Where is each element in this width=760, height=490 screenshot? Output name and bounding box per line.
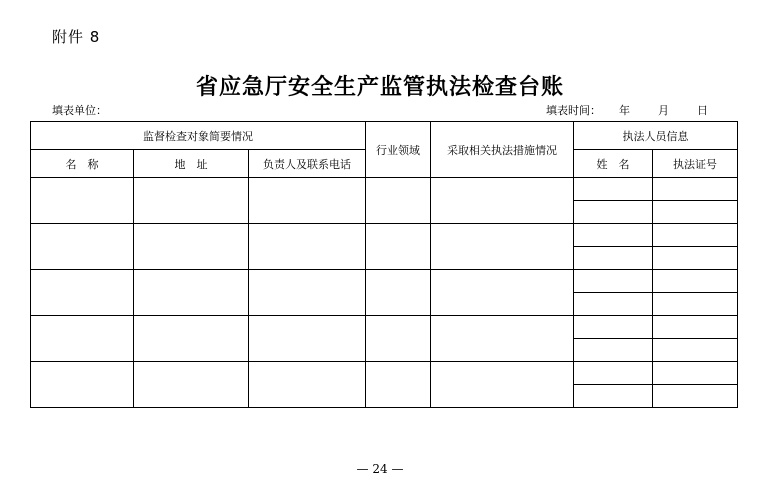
staff-name-cell[interactable] (574, 293, 653, 316)
measures-cell[interactable] (431, 178, 574, 224)
name-cell[interactable] (31, 362, 134, 408)
page-title: 省应急厅安全生产监管执法检查台账 (195, 74, 564, 100)
staff-name-cell[interactable] (574, 385, 653, 408)
cert-number-cell[interactable] (653, 362, 738, 385)
contact-header: 负责人及联系电话 (249, 150, 366, 178)
cert-number-cell[interactable] (653, 178, 738, 201)
cert-number-cell[interactable] (653, 201, 738, 224)
address-cell[interactable] (134, 316, 249, 362)
address-cell[interactable] (134, 362, 249, 408)
table-row (31, 362, 738, 385)
table-row (31, 178, 738, 201)
measures-header: 采取相关执法措施情况 (431, 122, 574, 178)
day-label: 日 (697, 104, 708, 117)
address-header: 地 址 (134, 150, 249, 178)
table-row (31, 316, 738, 339)
address-cell[interactable] (134, 224, 249, 270)
staff-name-cell[interactable] (574, 316, 653, 339)
contact-cell[interactable] (249, 270, 366, 316)
measures-cell[interactable] (431, 316, 574, 362)
table-row (31, 270, 738, 293)
page-number: — 24 — (356, 462, 404, 476)
year-label: 年 (619, 104, 630, 117)
address-cell[interactable] (134, 270, 249, 316)
name-cell[interactable] (31, 270, 134, 316)
staff-name-cell[interactable] (574, 362, 653, 385)
name-cell[interactable] (31, 316, 134, 362)
table-row (31, 224, 738, 247)
header-row-1 (31, 122, 738, 150)
staff-name-cell[interactable] (574, 339, 653, 362)
staff-name-cell[interactable] (574, 270, 653, 293)
industry-cell[interactable] (366, 316, 431, 362)
name-cell[interactable] (31, 224, 134, 270)
cert-number-cell[interactable] (653, 293, 738, 316)
staff-name-cell[interactable] (574, 178, 653, 201)
industry-cell[interactable] (366, 178, 431, 224)
address-cell[interactable] (134, 178, 249, 224)
staff-group-header: 执法人员信息 (574, 122, 738, 150)
cert-number-cell[interactable] (653, 247, 738, 270)
staff-name-cell[interactable] (574, 201, 653, 224)
contact-cell[interactable] (249, 224, 366, 270)
cert-number-cell[interactable] (653, 316, 738, 339)
industry-cell[interactable] (366, 362, 431, 408)
cert-number-cell[interactable] (653, 270, 738, 293)
name-header: 名 称 (31, 150, 134, 178)
fill-time-row (546, 102, 708, 118)
attachment-label: 附件 8 (52, 28, 101, 46)
measures-cell[interactable] (431, 224, 574, 270)
cert-number-cell[interactable] (653, 224, 738, 247)
industry-cell[interactable] (366, 270, 431, 316)
industry-cell[interactable] (366, 224, 431, 270)
inspection-ledger-table (30, 121, 738, 408)
name-cell[interactable] (31, 178, 134, 224)
staff-name-header: 姓 名 (574, 150, 653, 178)
cert-number-cell[interactable] (653, 339, 738, 362)
month-label: 月 (658, 104, 669, 117)
staff-name-cell[interactable] (574, 247, 653, 270)
staff-name-cell[interactable] (574, 224, 653, 247)
object-group-header: 监督检查对象简要情况 (31, 122, 366, 150)
contact-cell[interactable] (249, 316, 366, 362)
fill-time-label: 填表时间： (546, 104, 601, 117)
cert-number-header: 执法证号 (653, 150, 738, 178)
measures-cell[interactable] (431, 270, 574, 316)
contact-cell[interactable] (249, 178, 366, 224)
contact-cell[interactable] (249, 362, 366, 408)
industry-header: 行业领域 (366, 122, 431, 178)
cert-number-cell[interactable] (653, 385, 738, 408)
measures-cell[interactable] (431, 362, 574, 408)
fill-unit-label: 填表单位： (52, 104, 107, 117)
